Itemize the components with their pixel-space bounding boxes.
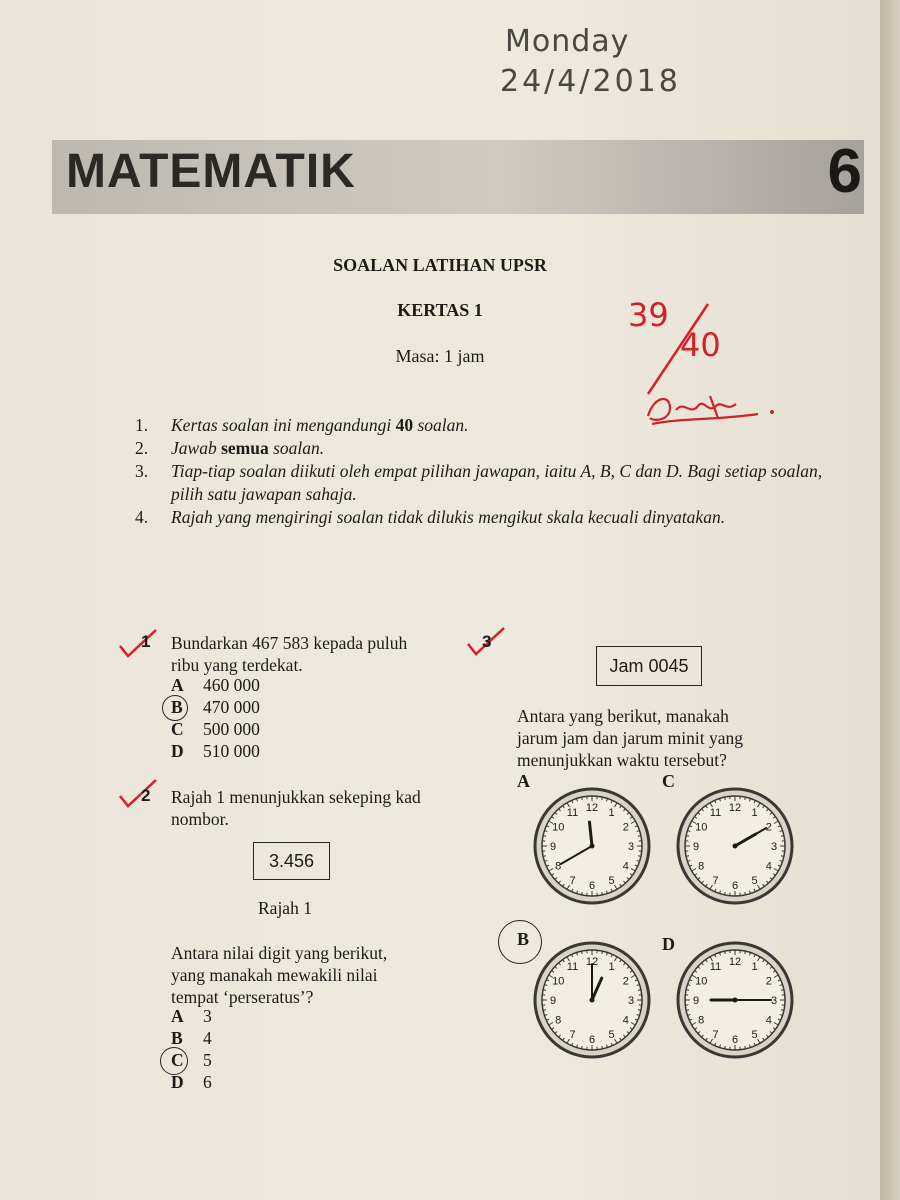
svg-text:3: 3 <box>627 995 635 1007</box>
svg-text:11: 11 <box>709 961 722 974</box>
svg-text:2: 2 <box>765 975 772 988</box>
svg-text:1: 1 <box>608 807 615 820</box>
question-2-text: Rajah 1 menunjukkan sekeping kad nombor. <box>171 787 421 829</box>
svg-text:10: 10 <box>695 975 708 988</box>
clock-label-c: C <box>662 771 675 791</box>
svg-text:2: 2 <box>622 975 629 988</box>
page-title: SOALAN LATIHAN UPSR <box>333 255 547 275</box>
svg-text:7: 7 <box>712 1028 719 1041</box>
page-edge <box>880 0 900 1200</box>
option-row[interactable]: C 5 <box>171 1050 212 1070</box>
svg-text:7: 7 <box>569 1028 576 1041</box>
svg-text:2: 2 <box>765 821 772 834</box>
correct-tick-icon <box>118 628 158 658</box>
svg-text:5: 5 <box>751 1028 758 1041</box>
correct-tick-icon <box>118 778 158 808</box>
svg-text:4: 4 <box>765 860 772 873</box>
instructions-list <box>135 414 825 529</box>
svg-text:8: 8 <box>555 860 562 873</box>
svg-text:8: 8 <box>555 1014 562 1027</box>
svg-text:7: 7 <box>569 874 576 887</box>
svg-text:11: 11 <box>566 961 579 974</box>
option-row[interactable]: A 460 000 <box>171 675 260 695</box>
instruction-item: 1. Kertas soalan ini mengandungi 40 soalan. <box>135 415 469 435</box>
svg-text:9: 9 <box>549 995 557 1007</box>
svg-text:1: 1 <box>751 807 758 820</box>
svg-text:10: 10 <box>552 975 565 988</box>
svg-text:3: 3 <box>627 841 635 853</box>
question-number: 2 <box>141 786 151 805</box>
handwritten-date: 24/4/2018 <box>500 64 681 99</box>
option-row[interactable]: D 510 000 <box>171 741 260 761</box>
svg-text:7: 7 <box>712 874 719 887</box>
svg-text:12: 12 <box>728 956 742 968</box>
number-card: 3.456 <box>253 842 330 880</box>
score-got: 39 <box>628 296 669 334</box>
question-number: 1 <box>141 632 151 651</box>
svg-text:4: 4 <box>765 1014 772 1027</box>
instruction-item: 3. Tiap-tiap soalan diikuti oleh empat pilihan jawapan, iaitu A, B, C dan D. Bagi setiap soalan, pilih satu jawapan sahaja. <box>135 461 823 504</box>
svg-text:6: 6 <box>731 1034 739 1046</box>
question-number: 3 <box>482 632 492 651</box>
svg-text:5: 5 <box>751 874 758 887</box>
svg-text:9: 9 <box>549 841 557 853</box>
option-row[interactable]: B 4 <box>171 1028 212 1048</box>
clock-face-d[interactable] <box>675 940 795 1060</box>
svg-text:2: 2 <box>622 821 629 834</box>
option-row[interactable]: C 500 000 <box>171 719 260 739</box>
svg-text:12: 12 <box>585 956 599 968</box>
svg-text:8: 8 <box>698 1014 705 1027</box>
svg-text:10: 10 <box>552 821 565 834</box>
answer-circle-mark <box>162 695 188 721</box>
clock-face-b[interactable] <box>532 940 652 1060</box>
svg-text:5: 5 <box>608 874 615 887</box>
svg-text:12: 12 <box>728 802 742 814</box>
svg-text:6: 6 <box>588 1034 596 1046</box>
svg-text:5: 5 <box>608 1028 615 1041</box>
instruction-item: 4. Rajah yang mengiringi soalan tidak dilukis mengikut skala kecuali dinyatakan. <box>135 507 726 527</box>
svg-text:12: 12 <box>585 802 599 814</box>
svg-text:4: 4 <box>622 860 629 873</box>
svg-text:8: 8 <box>698 860 705 873</box>
svg-text:9: 9 <box>692 841 700 853</box>
clock-label-a: A <box>517 771 530 791</box>
clock-face-a[interactable] <box>532 786 652 906</box>
option-row[interactable]: D 6 <box>171 1072 212 1092</box>
time-label: Masa: 1 jam <box>395 346 485 366</box>
clock-label-d: D <box>662 934 675 954</box>
paper-label: KERTAS 1 <box>397 300 483 320</box>
svg-text:4: 4 <box>622 1014 629 1027</box>
svg-text:1: 1 <box>751 961 758 974</box>
section-number: 6 <box>827 137 862 206</box>
answer-circle-mark <box>160 1047 188 1075</box>
time-box: Jam 0045 <box>596 646 702 686</box>
svg-text:9: 9 <box>692 995 700 1007</box>
svg-text:6: 6 <box>588 880 596 892</box>
svg-text:3: 3 <box>770 841 778 853</box>
option-row[interactable]: B 470 000 <box>171 697 260 717</box>
instruction-item: 2. Jawab semua soalan. <box>135 438 325 458</box>
svg-text:6: 6 <box>731 880 739 892</box>
subject-title: MATEMATIK <box>66 145 356 198</box>
svg-text:10: 10 <box>695 821 708 834</box>
svg-text:11: 11 <box>709 807 722 820</box>
question-3-prompt: Antara yang berikut, manakah jarum jam dan jarum minit yang menunjukkan waktu tersebut? <box>517 706 743 770</box>
handwritten-day: Monday <box>505 24 630 59</box>
svg-text:3: 3 <box>770 995 778 1007</box>
clock-label-b: B <box>517 929 530 949</box>
svg-text:1: 1 <box>608 961 615 974</box>
question-2-prompt: Antara nilai digit yang berikut, yang manakah mewakili nilai tempat ‘perseratus’? <box>171 943 388 1007</box>
question-1-text: Bundarkan 467 583 kepada puluh ribu yang terdekat. <box>171 633 408 675</box>
option-row[interactable]: A 3 <box>171 1006 212 1026</box>
clock-face-c[interactable] <box>675 786 795 906</box>
svg-text:11: 11 <box>566 807 579 820</box>
figure-caption: Rajah 1 <box>258 898 312 918</box>
score-total: 40 <box>680 326 721 364</box>
